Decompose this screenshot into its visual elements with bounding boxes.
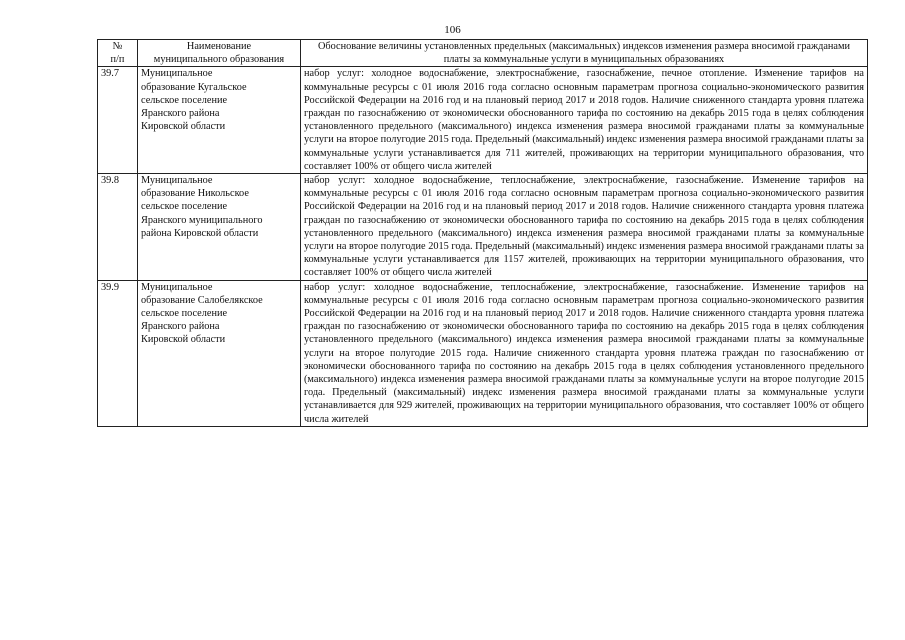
municipality-name: Муниципальное образование Салобелякское сельское поселение Яранского района Кировской области bbox=[138, 280, 301, 426]
header-number: № п/п bbox=[98, 40, 138, 67]
tariff-index-table bbox=[97, 39, 868, 427]
header-justification: Обоснование величины установленных предельных (максимальных) индексов изменения размера вносимой гражданами платы за коммунальные услуги в муниципальных образованиях bbox=[301, 40, 868, 67]
header-municipality-name: Наименование муниципального образования bbox=[138, 40, 301, 67]
municipality-name: Муниципальное образование Никольское сельское поселение Яранского муниципального района Кировской области bbox=[138, 174, 301, 281]
municipality-name: Муниципальное образование Кугальское сельское поселение Яранского района Кировской области bbox=[138, 67, 301, 174]
page-number: 106 bbox=[444, 24, 461, 36]
row-number: 39.7 bbox=[98, 67, 138, 174]
table-header-row bbox=[98, 40, 868, 67]
table-row bbox=[98, 174, 868, 281]
row-number: 39.8 bbox=[98, 174, 138, 281]
row-number: 39.9 bbox=[98, 280, 138, 426]
justification-text: набор услуг: холодное водоснабжение, электроснабжение, газоснабжение, печное отопление. Изменение тарифов на коммунальные ресурсы с 01 июля 2016 года согласно основным параметрам прогноза социально-экономического развития Российской Федерации на 2016 год и на плановый период 2017 и 2018 годов. Наличие сниженного стандарта уровня платежа граждан по газоснабжению от экономически обоснованного тарифа по состоянию на декабрь 2015 года в целях соблюдения установленного предельного (максимального) индекса изменения размера вносимой гражданами платы за коммунальные услуги на второе полугодие 2015 года. Предельный (максимальный) индекс изменения размера вносимой гражданами платы за коммунальные услуги устанавливается для 711 жителей, проживающих на территории муниципального образования, что составляет 100% от общего числа жителей bbox=[301, 67, 868, 174]
table-row bbox=[98, 67, 868, 174]
justification-text: набор услуг: холодное водоснабжение, теплоснабжение, электроснабжение, газоснабжение. Изменение тарифов на коммунальные ресурсы с 01 июля 2016 года согласно основным параметрам прогноза социально-экономического развития Российской Федерации на 2016 год и на плановый период 2017 и 2018 годов. Наличие сниженного стандарта уровня платежа граждан по газоснабжению от экономически обоснованного тарифа по состоянию на декабрь 2015 года в целях соблюдения установленного предельного (максимального) индекса изменения размера вносимой гражданами платы за коммунальные услуги на второе полугодие 2015 года. Наличие сниженного стандарта уровня платежа граждан по газоснабжению от экономически обоснованного тарифа по состоянию на декабрь 2015 года в целях соблюдения установленного предельного (максимального) индекса изменения размера вносимой гражданами платы за коммунальные услуги на второе полугодие 2015 года. Предельный (максимальный) индекс изменения размера вносимой гражданами платы за коммунальные услуги устанавливается для 929 жителей, проживающих на территории муниципального образования, что составляет 100% от общего числа жителей bbox=[301, 280, 868, 426]
table-row bbox=[98, 280, 868, 426]
justification-text: набор услуг: холодное водоснабжение, теплоснабжение, электроснабжение, газоснабжение. Изменение тарифов на коммунальные ресурсы с 01 июля 2016 года согласно основным параметрам прогноза социально-экономического развития Российской Федерации на 2016 год и на плановый период 2017 и 2018 годов. Наличие сниженного стандарта уровня платежа граждан по газоснабжению от экономически обоснованного тарифа по состоянию на декабрь 2015 года в целях соблюдения установленного предельного (максимального) индекса изменения размера вносимой гражданами платы за коммунальные услуги на второе полугодие 2015 года. Предельный (максимальный) индекс изменения размера вносимой гражданами платы за коммунальные услуги устанавливается для 1157 жителей, проживающих на территории муниципального образования, что составляет 100% от общего числа жителей bbox=[301, 174, 868, 281]
